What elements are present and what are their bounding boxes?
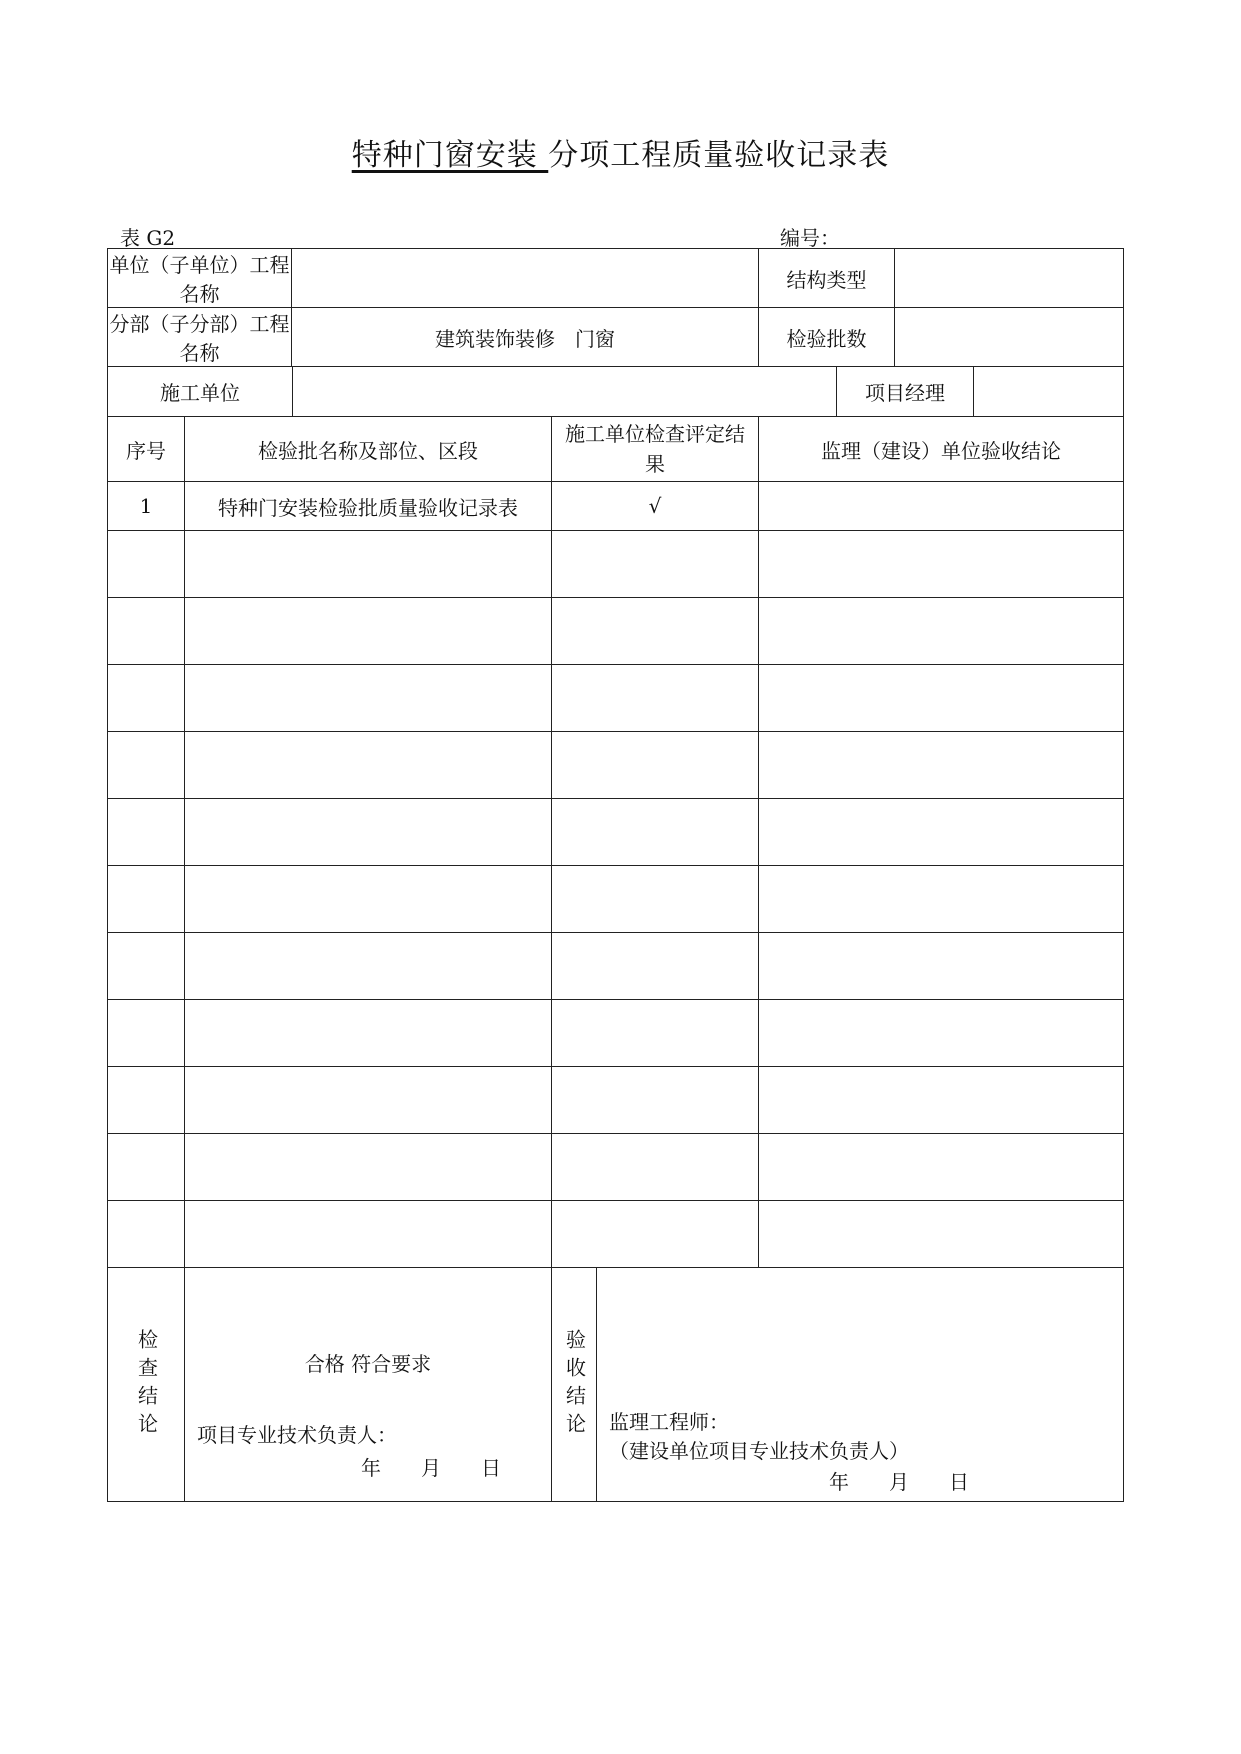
row-batch-name[interactable] bbox=[185, 732, 552, 799]
header-row-unit bbox=[108, 249, 1124, 308]
row-batch-name[interactable] bbox=[185, 665, 552, 732]
row-seq bbox=[108, 598, 185, 665]
batch-count-value[interactable] bbox=[895, 308, 1124, 367]
row-seq bbox=[108, 799, 185, 866]
table-row bbox=[108, 1067, 1124, 1134]
row-contractor-result[interactable] bbox=[552, 1134, 759, 1201]
row-supervisor-conclusion[interactable] bbox=[759, 665, 1124, 732]
row-supervisor-conclusion[interactable] bbox=[759, 799, 1124, 866]
owner-tech-lead-label: （建设单位项目专业技术负责人） bbox=[609, 1439, 909, 1463]
table-row bbox=[108, 1201, 1124, 1268]
row-batch-name[interactable]: 特种门安装检验批质量验收记录表 bbox=[185, 482, 552, 531]
table-row bbox=[108, 933, 1124, 1000]
row-supervisor-conclusion[interactable] bbox=[759, 531, 1124, 598]
structure-type-label: 结构类型 bbox=[759, 249, 895, 308]
row-supervisor-conclusion[interactable] bbox=[759, 1067, 1124, 1134]
row-supervisor-conclusion[interactable] bbox=[759, 933, 1124, 1000]
header-row-sub bbox=[108, 308, 1124, 367]
row-supervisor-conclusion[interactable] bbox=[759, 866, 1124, 933]
table-row bbox=[108, 799, 1124, 866]
row-contractor-result[interactable] bbox=[552, 799, 759, 866]
row-supervisor-conclusion[interactable] bbox=[759, 598, 1124, 665]
check-signer-label: 项目专业技术负责人： bbox=[197, 1423, 397, 1447]
unit-project-label: 单位（子单位）工程名称 bbox=[108, 249, 292, 308]
row-supervisor-conclusion[interactable] bbox=[759, 482, 1124, 531]
row-contractor-result[interactable] bbox=[552, 1201, 759, 1268]
check-conclusion-label: 检查结论 bbox=[108, 1268, 185, 1502]
row-seq bbox=[108, 531, 185, 598]
form-code: 表 G2 bbox=[120, 226, 176, 250]
sub-project-label: 分部（子分部）工程名称 bbox=[108, 308, 292, 367]
row-supervisor-conclusion[interactable] bbox=[759, 1201, 1124, 1268]
row-batch-name[interactable] bbox=[185, 1134, 552, 1201]
row-seq bbox=[108, 1134, 185, 1201]
col-supervisor-result-header: 监理（建设）单位验收结论 bbox=[759, 417, 1124, 482]
row-contractor-result[interactable] bbox=[552, 1067, 759, 1134]
row-contractor-result[interactable]: √ bbox=[552, 482, 759, 531]
col-contractor-result-header: 施工单位检查评定结果 bbox=[552, 417, 759, 482]
table-row bbox=[108, 1134, 1124, 1201]
column-header-row bbox=[108, 417, 1124, 482]
row-contractor-result[interactable] bbox=[552, 732, 759, 799]
row-seq bbox=[108, 933, 185, 1000]
col-seq-header: 序号 bbox=[108, 417, 185, 482]
inspection-form-table bbox=[107, 248, 1124, 1502]
title-main: 分项工程质量验收记录表 bbox=[548, 138, 890, 173]
supervising-engineer-label: 监理工程师： bbox=[609, 1410, 729, 1434]
row-contractor-result[interactable] bbox=[552, 933, 759, 1000]
conclusion-row bbox=[108, 1268, 1124, 1502]
row-supervisor-conclusion[interactable] bbox=[759, 1000, 1124, 1067]
unit-project-value[interactable] bbox=[292, 249, 759, 308]
manager-value[interactable] bbox=[974, 367, 1123, 416]
acceptance-conclusion-label: 验收结论 bbox=[562, 1328, 587, 1441]
row-seq bbox=[108, 866, 185, 933]
manager-label: 项目经理 bbox=[837, 367, 974, 416]
document-title bbox=[0, 130, 1241, 174]
number-label: 编号： bbox=[780, 226, 840, 250]
table-row bbox=[108, 1000, 1124, 1067]
row-contractor-result[interactable] bbox=[552, 866, 759, 933]
row-seq bbox=[108, 1000, 185, 1067]
row-batch-name[interactable] bbox=[185, 866, 552, 933]
table-row bbox=[108, 531, 1124, 598]
row-seq: 1 bbox=[108, 482, 185, 531]
check-conclusion-text[interactable]: 合格 符合要求 bbox=[304, 1352, 432, 1376]
table-row bbox=[108, 598, 1124, 665]
row-supervisor-conclusion[interactable] bbox=[759, 732, 1124, 799]
table-row bbox=[108, 482, 1124, 531]
row-batch-name[interactable] bbox=[185, 1067, 552, 1134]
table-row bbox=[108, 665, 1124, 732]
structure-type-value[interactable] bbox=[895, 249, 1124, 308]
row-batch-name[interactable] bbox=[185, 1201, 552, 1268]
row-seq bbox=[108, 732, 185, 799]
row-contractor-result[interactable] bbox=[552, 531, 759, 598]
row-contractor-result[interactable] bbox=[552, 1000, 759, 1067]
row-seq bbox=[108, 665, 185, 732]
batch-count-label: 检验批数 bbox=[759, 308, 895, 367]
row-supervisor-conclusion[interactable] bbox=[759, 1134, 1124, 1201]
row-batch-name[interactable] bbox=[185, 598, 552, 665]
check-date[interactable]: 年 月 日 bbox=[361, 1456, 501, 1480]
row-batch-name[interactable] bbox=[185, 933, 552, 1000]
row-contractor-result[interactable] bbox=[552, 598, 759, 665]
table-row bbox=[108, 866, 1124, 933]
header-row-contractor bbox=[108, 367, 1124, 417]
data-rows bbox=[108, 482, 1124, 1268]
row-contractor-result[interactable] bbox=[552, 665, 759, 732]
title-underlined: 特种门窗安装 bbox=[351, 138, 549, 173]
row-batch-name[interactable] bbox=[185, 1000, 552, 1067]
table-row bbox=[108, 732, 1124, 799]
row-batch-name[interactable] bbox=[185, 531, 552, 598]
contractor-label: 施工单位 bbox=[108, 367, 293, 416]
acceptance-date[interactable]: 年 月 日 bbox=[829, 1470, 969, 1494]
col-batch-name-header: 检验批名称及部位、区段 bbox=[185, 417, 552, 482]
row-seq bbox=[108, 1067, 185, 1134]
row-batch-name[interactable] bbox=[185, 799, 552, 866]
sub-project-value[interactable]: 建筑装饰装修 门窗 bbox=[292, 308, 759, 367]
contractor-value[interactable] bbox=[293, 367, 837, 416]
row-seq bbox=[108, 1201, 185, 1268]
